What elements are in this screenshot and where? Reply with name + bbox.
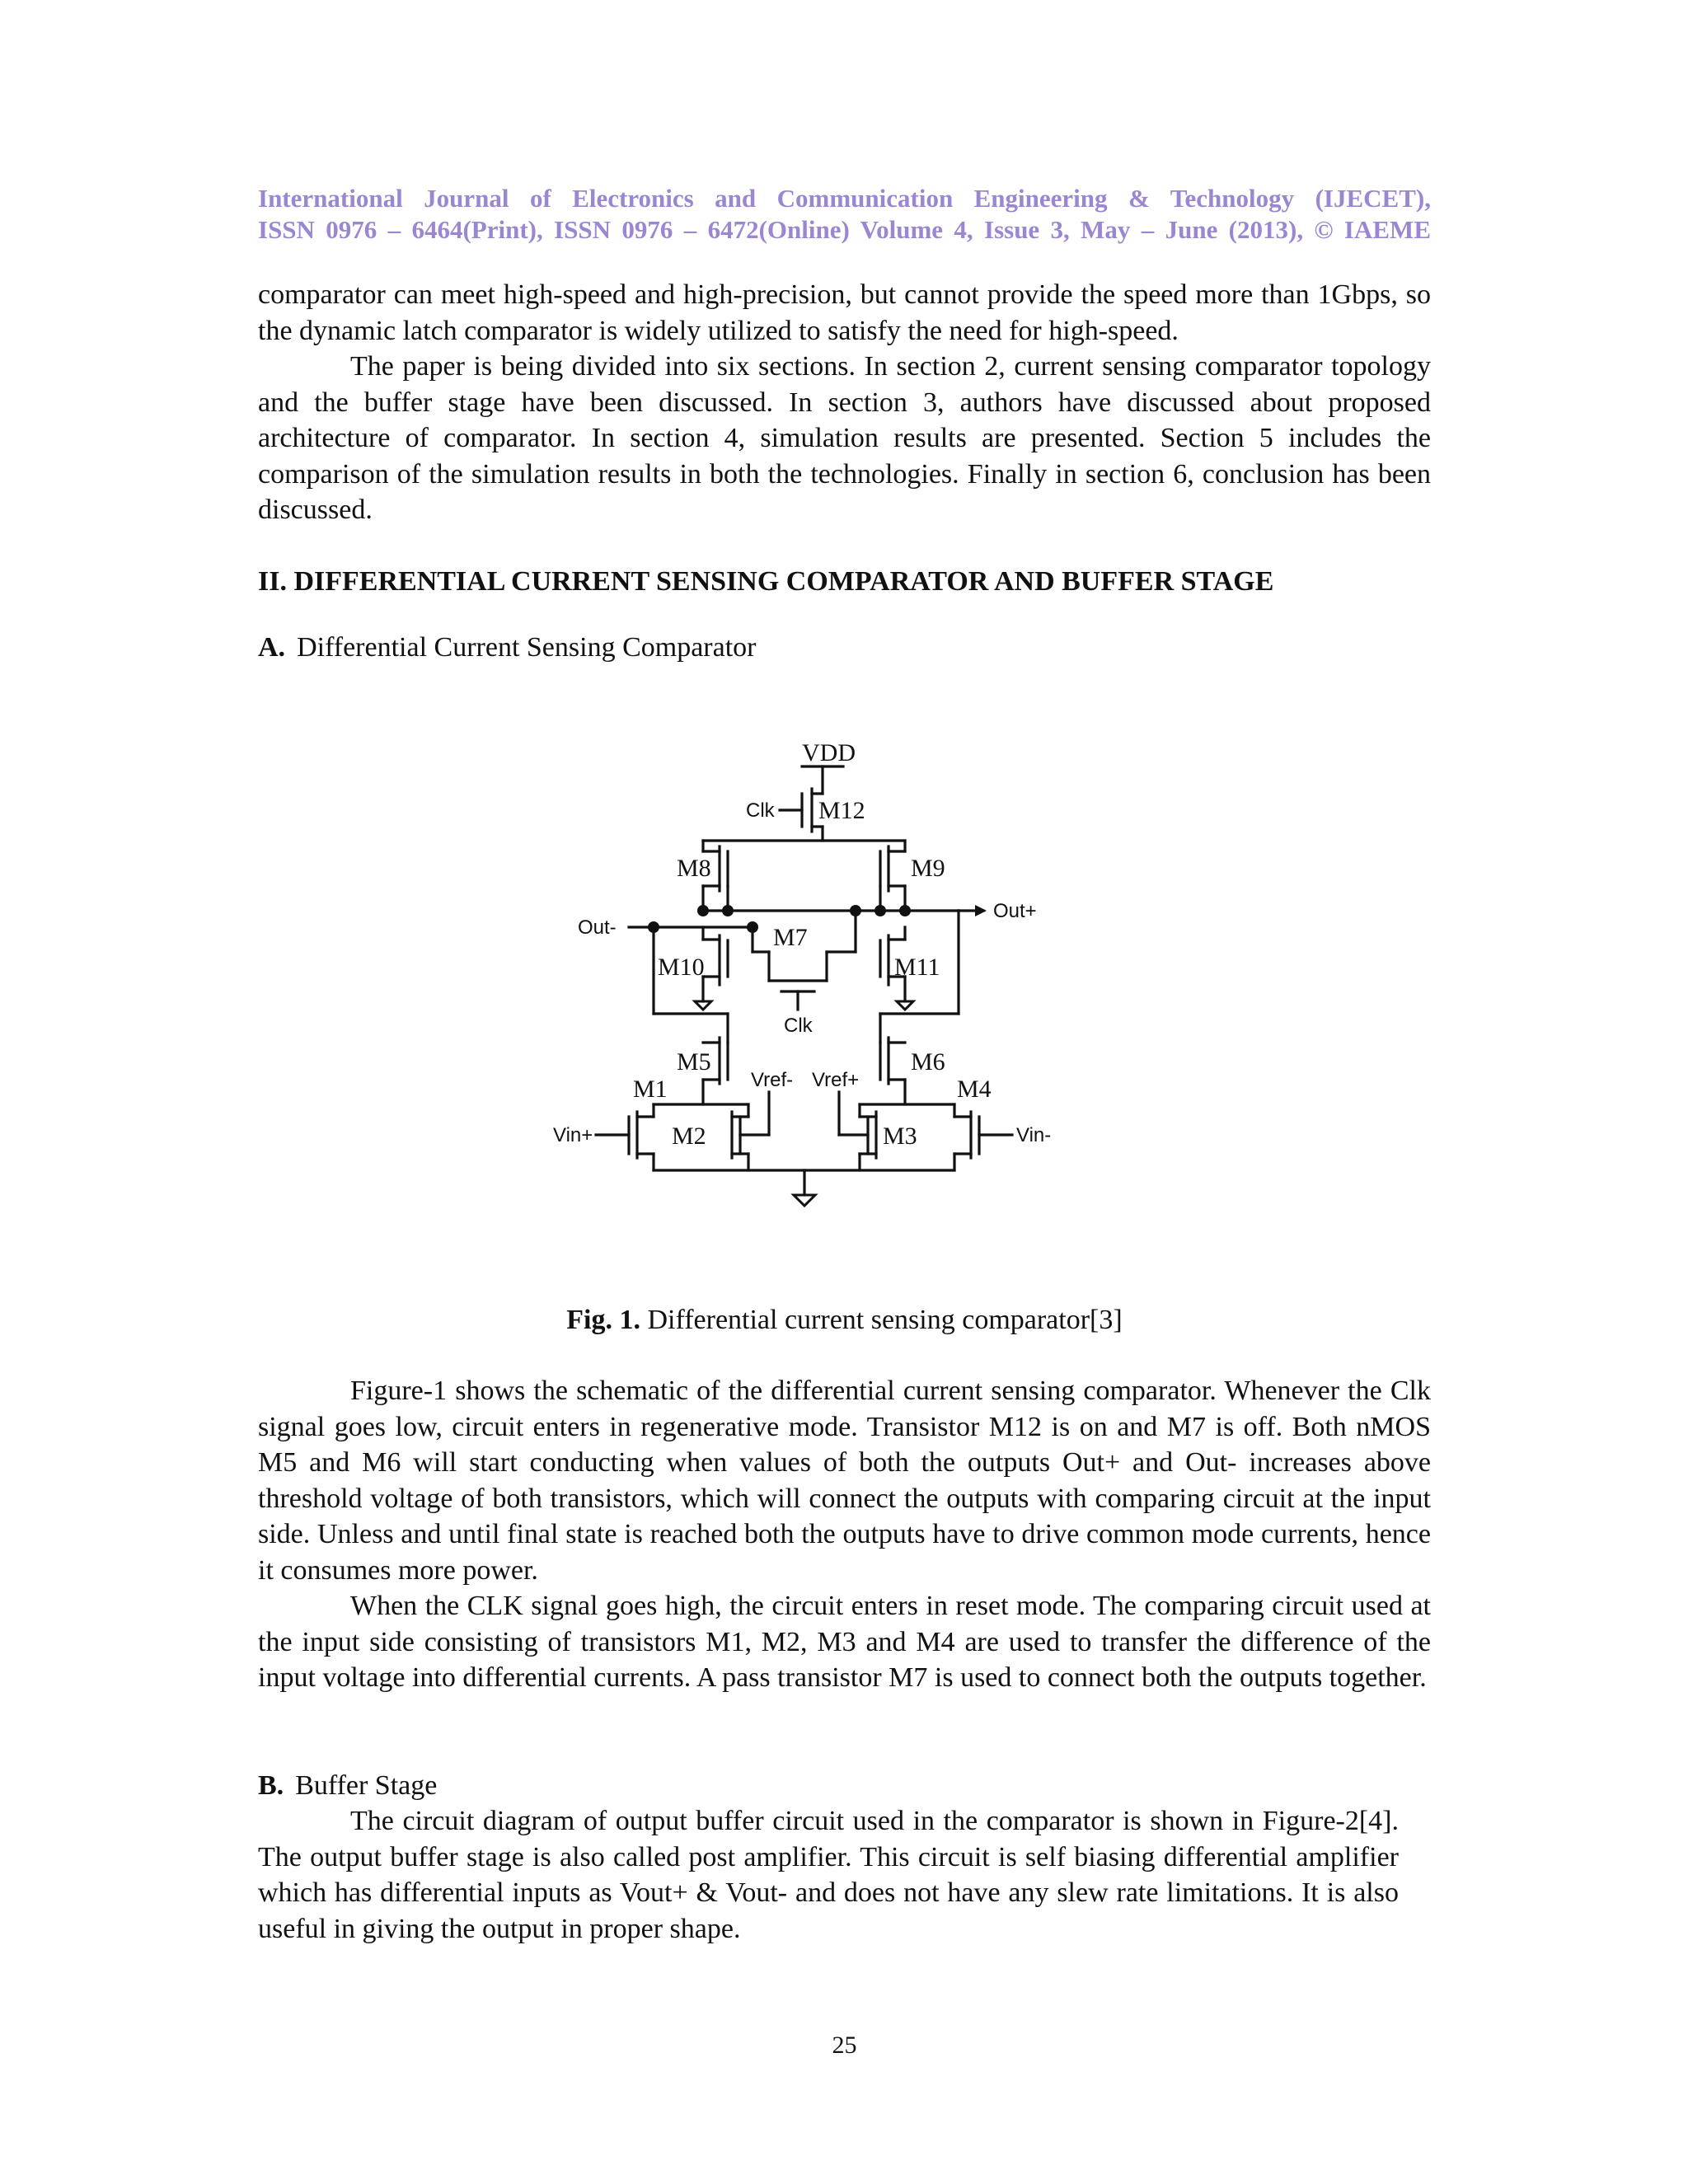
subsection-letter-a: A. <box>258 632 286 663</box>
m9-label: M9 <box>911 855 945 882</box>
out-minus-label: Out- <box>578 916 617 939</box>
intro-block <box>258 277 1431 528</box>
discussion-block <box>258 1373 1431 1696</box>
figure-caption-text: Differential current sensing comparator[3] <box>640 1305 1123 1335</box>
page-number: 25 <box>832 2032 857 2059</box>
clk-top-label: Clk <box>746 799 775 822</box>
out-plus-label: Out+ <box>993 900 1037 922</box>
paragraph-intro-2: The paper is being divided into six sections. In section 2, current sensing comparator topology and the buffer stage have been discussed. In section 3, authors have discussed about proposed architecture of comparator. In section 4, simulation results are presented. Section 5 includes the comparison of the simulation results in both the technologies. Finally in section 6, conclusion has been discussed. <box>258 351 1431 525</box>
buffer-stage-block <box>258 1803 1399 1947</box>
vref-minus-label: Vref- <box>751 1069 794 1091</box>
clk-mid-label: Clk <box>784 1015 813 1037</box>
m7-label: M7 <box>773 924 808 951</box>
paper-page <box>258 0 1431 2184</box>
m4-label: M4 <box>957 1076 992 1103</box>
m3-label: M3 <box>883 1122 917 1150</box>
paragraph-buffer-stage: The circuit diagram of output buffer circuit used in the comparator is shown in Figure-2[4]. The output buffer stage is also called post amplifier. This circuit is self biasing differential amplifier which has differential inputs as Vout+ & Vout- and does not have any slew rate limitations. It is also useful in giving the output in proper shape. <box>258 1806 1399 1944</box>
m8-label: M8 <box>677 855 711 882</box>
vin-plus-label: Vin+ <box>553 1124 593 1146</box>
header-line-2: ISSN 0976 – 6464(Print), ISSN 0976 – 6472(Online) Volume 4, Issue 3, May – June (2013), © IAEME <box>258 215 1431 244</box>
m5-label: M5 <box>677 1048 711 1076</box>
header-line-1: International Journal of Electronics and Communication Engineering & Technology (IJECET), <box>258 184 1431 213</box>
subsection-title-a: Differential Current Sensing Comparator <box>297 632 757 663</box>
vref-plus-label: Vref+ <box>812 1069 860 1091</box>
figure-1-schematic <box>553 729 1148 1265</box>
m6-label: M6 <box>911 1048 945 1076</box>
subsection-heading-b <box>258 1768 437 1803</box>
m1-label: M1 <box>633 1076 668 1103</box>
subsection-heading-a <box>258 630 756 665</box>
m11-label: M11 <box>894 954 940 981</box>
vin-minus-label: Vin- <box>1016 1124 1052 1146</box>
m10-label: M10 <box>658 954 705 981</box>
journal-running-header <box>258 183 1431 246</box>
section-heading: II. DIFFERENTIAL CURRENT SENSING COMPARATOR AND BUFFER STAGE <box>258 566 1274 597</box>
m12-label: M12 <box>818 797 865 824</box>
subsection-letter-b: B. <box>258 1770 284 1801</box>
m2-label: M2 <box>672 1122 706 1150</box>
comparator-schematic-diagram <box>553 729 1148 1265</box>
paragraph-reset-mode: When the CLK signal goes high, the circuit enters in reset mode. The comparing circuit used at the input side consisting of transistors M1, M2, M3 and M4 are used to transfer the difference of the input voltage into differential currents. A pass transistor M7 is used to connect both the outputs together. <box>258 1591 1431 1693</box>
paragraph-intro-1: comparator can meet high-speed and high-precision, but cannot provide the speed more than 1Gbps, so the dynamic latch comparator is widely utilized to satisfy the need for high-speed. <box>258 279 1431 346</box>
paragraph-figure-description: Figure-1 shows the schematic of the differential current sensing comparator. Whenever the Clk signal goes low, circuit enters in regenerative mode. Transistor M12 is on and M7 is off. Both nMOS M5 and M6 will start conducting when values of both the outputs Out+ and Out- increases above threshold voltage of both transistors, which will connect the outputs with comparing circuit at the input side. Unless and until final state is reached both the outputs have to drive common mode currents, hence it consumes more power. <box>258 1376 1431 1586</box>
vdd-label: VDD <box>802 739 856 766</box>
subsection-title-b: Buffer Stage <box>295 1770 438 1801</box>
figure-1-caption <box>258 1302 1431 1338</box>
figure-caption-label: Fig. 1. <box>566 1305 640 1335</box>
